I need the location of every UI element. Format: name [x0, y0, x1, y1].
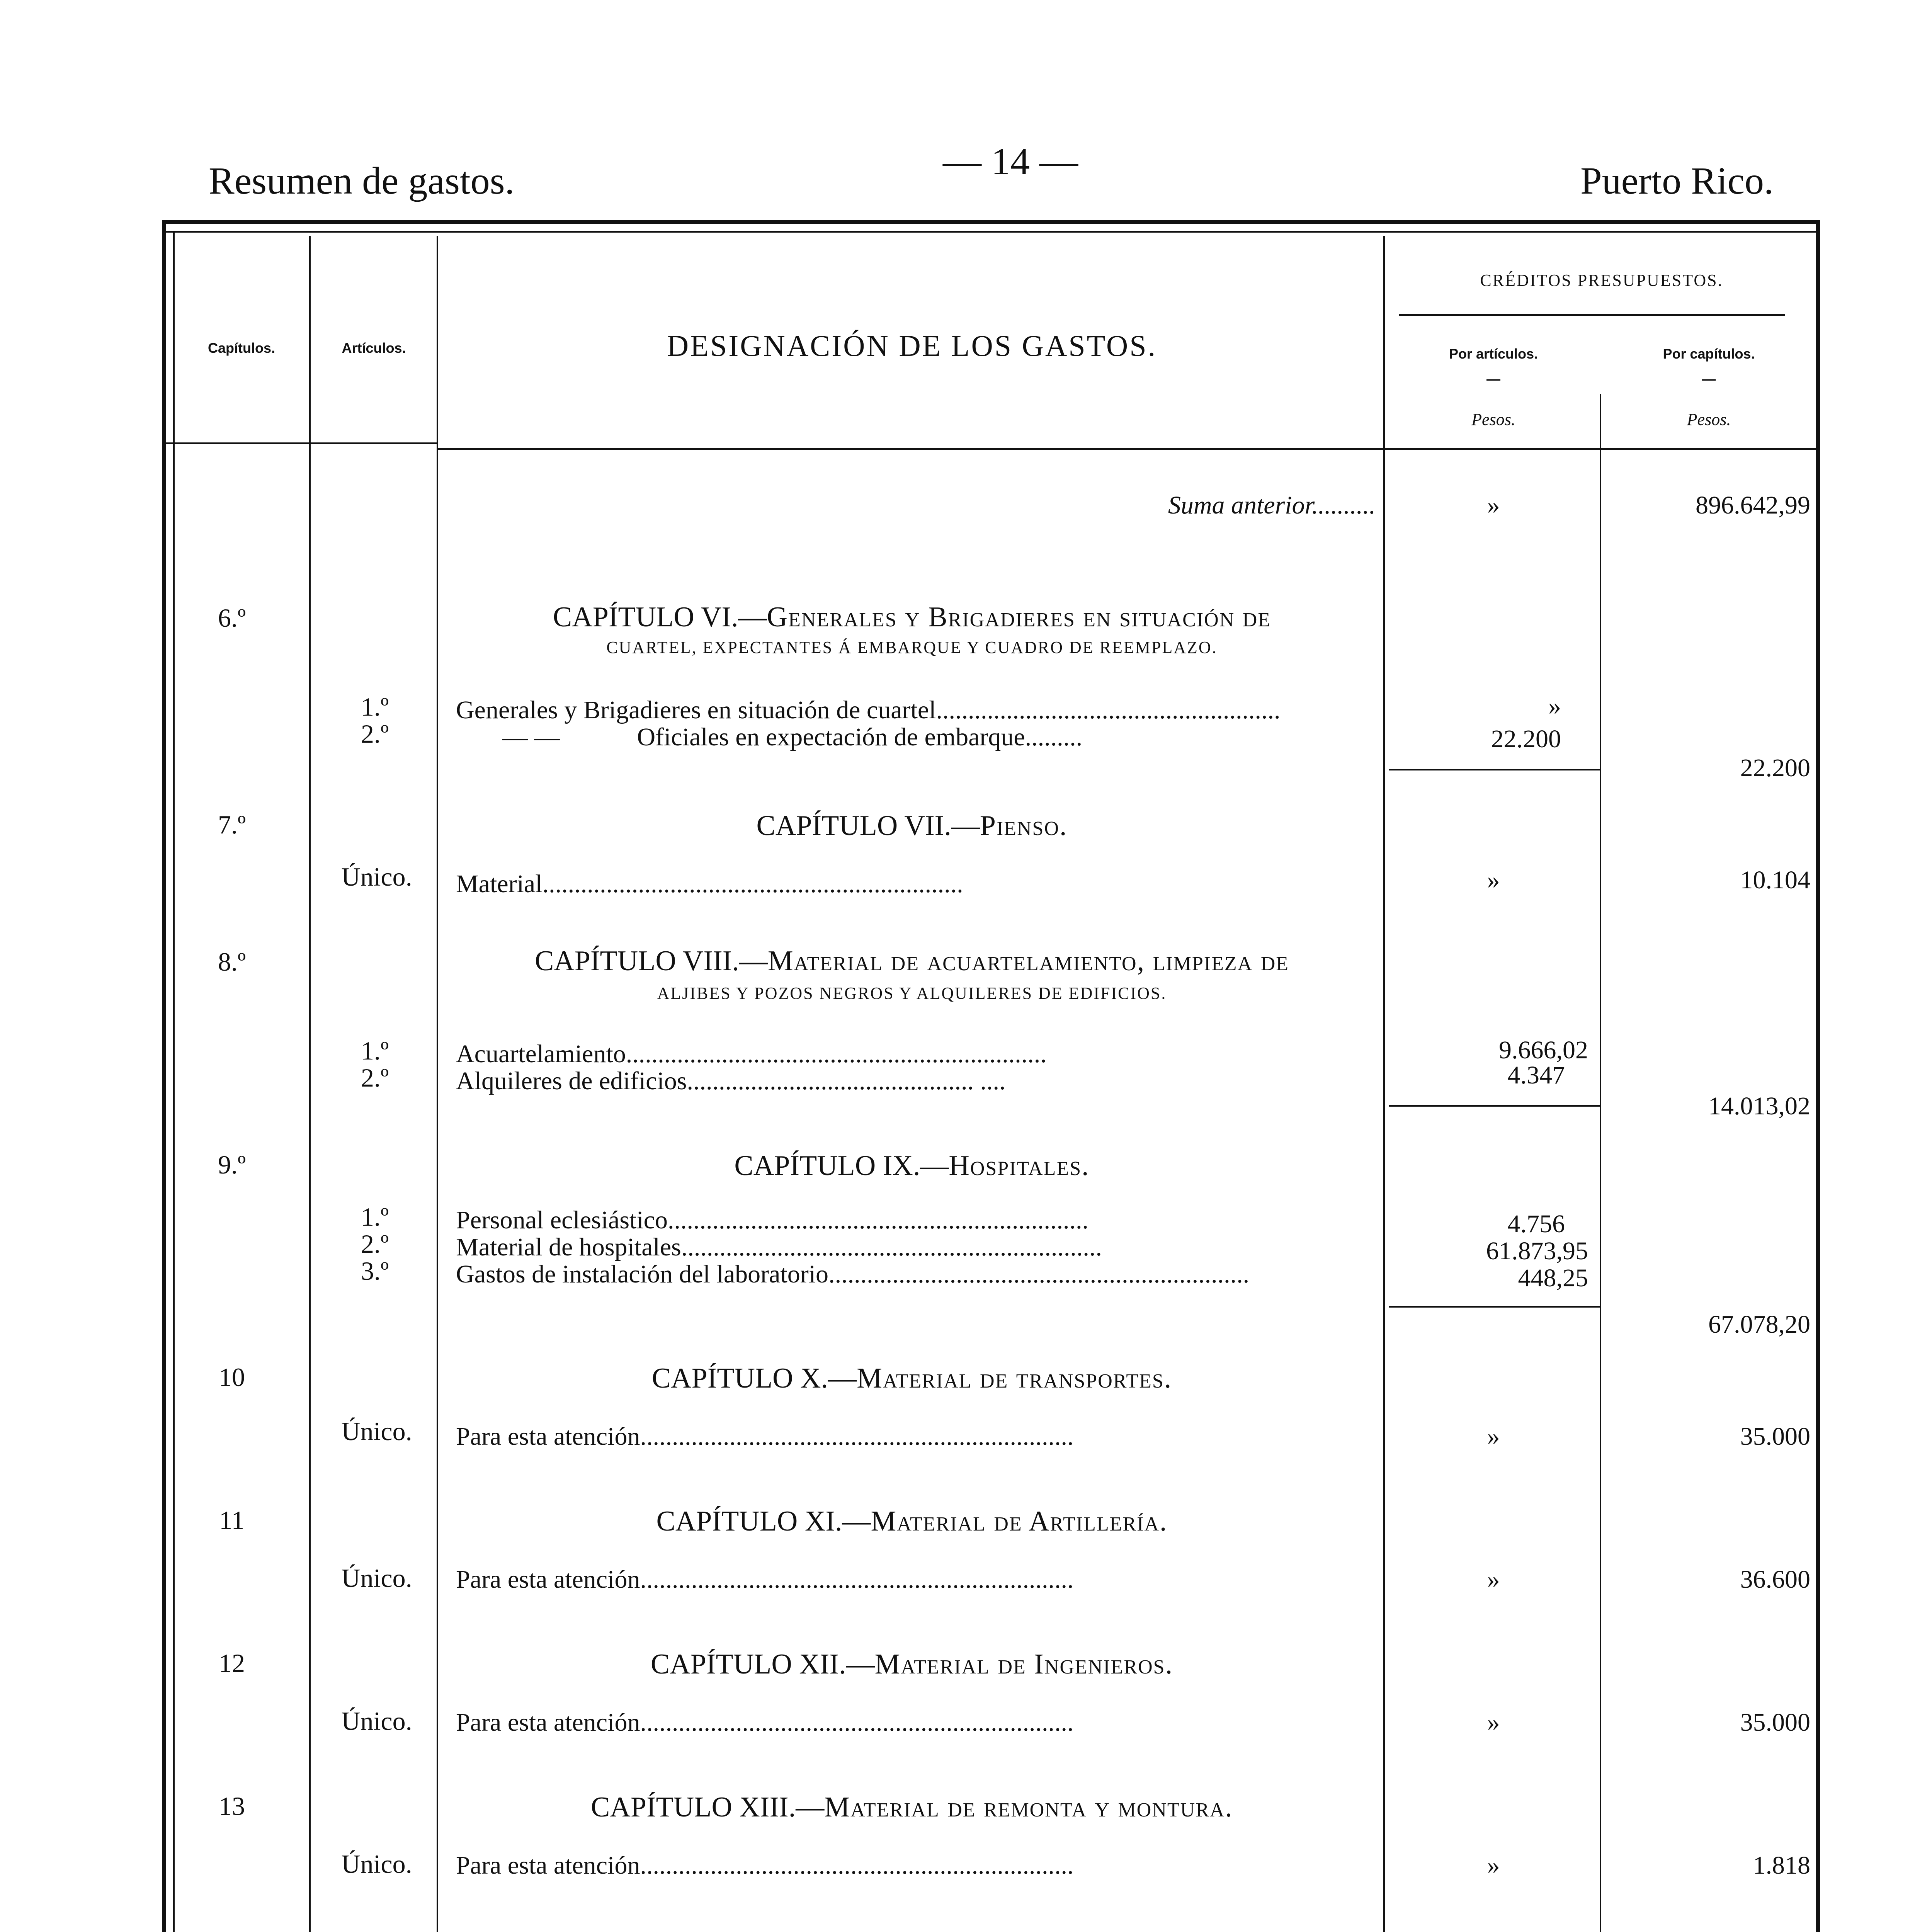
chapter-total: 67.078,20	[1708, 1310, 1810, 1338]
article-amount: »	[1487, 1851, 1500, 1879]
article-number: Único.	[341, 1849, 412, 1879]
col-sep-4	[1600, 394, 1601, 1932]
article-amount: »	[1487, 866, 1500, 894]
chapter-total: 1.818	[1753, 1851, 1810, 1879]
article-amount: 9.666,02	[1499, 1036, 1588, 1064]
chapter-title: CAPÍTULO VIII.—Material de acuartelamiento, limpieza de	[534, 945, 1289, 977]
article-amount: »	[1487, 1422, 1500, 1451]
item-description: Para esta atención....................................................................	[456, 1422, 1074, 1451]
item-description: Gastos de instalación del laboratorio..................................................................	[456, 1260, 1250, 1288]
chapter-subtitle: CUARTEL, EXPECTANTES Á EMBARQUE Y CUADRO DE REEMPLAZO.	[606, 638, 1218, 657]
chapter-total: 35.000	[1740, 1708, 1810, 1736]
article-number: 2.º	[361, 1063, 389, 1092]
article-amount: 61.873,95	[1486, 1237, 1588, 1265]
item-description: Generales y Brigadieres en situación de cuartel......................................................	[456, 696, 1281, 724]
subtotal-rule	[1389, 769, 1600, 770]
chapter-number: 11	[219, 1505, 245, 1535]
suma-anterior-label: Suma anterior..........	[1168, 491, 1376, 519]
article-number: 3.º	[361, 1256, 389, 1286]
dash-articulos: —	[1486, 371, 1500, 387]
col-sep-3	[1383, 236, 1385, 1932]
article-amount: »	[1487, 1708, 1500, 1736]
chapter-title: CAPÍTULO VI.—Generales y Brigadieres en situación de	[553, 601, 1271, 633]
col-sep-2	[437, 236, 438, 1932]
left-border	[162, 220, 166, 1932]
chapter-title: CAPÍTULO XI.—Material de Artillería.	[656, 1505, 1168, 1537]
chapter-number: 8.º	[218, 947, 246, 976]
article-amount: »	[1548, 692, 1561, 720]
column-header-articulos: Artículos.	[342, 340, 406, 356]
header-rule	[437, 448, 1820, 450]
article-number: Único.	[341, 1563, 412, 1593]
article-number: 2.º	[361, 719, 389, 748]
chapter-number: 12	[219, 1648, 245, 1678]
item-description: — — Oficiales en expectación de embarque.........	[502, 723, 1083, 751]
page-number: — 14 —	[943, 140, 1078, 183]
pesos-capitulos: Pesos.	[1687, 410, 1731, 429]
item-description: Alquileres de edificios............................................. ....	[456, 1067, 1006, 1095]
page-header-right: Puerto Rico.	[1580, 159, 1774, 202]
item-description: Material..................................................................	[456, 870, 963, 898]
dash-capitulos: —	[1702, 371, 1716, 387]
col-sep-1	[309, 236, 311, 1932]
chapter-total: 35.000	[1740, 1422, 1810, 1451]
item-description: Material de hospitales..................................................................	[456, 1233, 1102, 1261]
chapter-total: 10.104	[1740, 866, 1810, 894]
chapter-title: CAPÍTULO XII.—Material de Ingenieros.	[650, 1648, 1173, 1680]
subtotal-rule	[1389, 1306, 1600, 1308]
article-number: 2.º	[361, 1229, 389, 1259]
chapter-number: 10	[219, 1362, 245, 1392]
article-amount: 22.200	[1491, 725, 1561, 753]
chapter-title: CAPÍTULO VII.—Pienso.	[756, 810, 1068, 842]
chapter-title: CAPÍTULO XIII.—Material de remonta y montura.	[591, 1791, 1233, 1823]
suma-anterior-cap: 896.642,99	[1696, 491, 1810, 519]
top-rule	[162, 220, 1820, 224]
item-description: Para esta atención....................................................................	[456, 1851, 1074, 1879]
chapter-total: 36.600	[1740, 1565, 1810, 1594]
column-header-designacion: DESIGNACIÓN DE LOS GASTOS.	[667, 329, 1157, 362]
column-header-capitulos: Capítulos.	[207, 340, 275, 356]
right-border	[1816, 220, 1820, 1932]
column-header-por-capitulos: Por capítulos.	[1663, 346, 1755, 362]
chapter-total: 14.013,02	[1708, 1092, 1810, 1120]
chapter-title: CAPÍTULO IX.—Hospitales.	[734, 1150, 1090, 1182]
pesos-articulos: Pesos.	[1471, 410, 1515, 429]
article-amount: 448,25	[1518, 1264, 1588, 1292]
article-number: 1.º	[361, 1202, 389, 1231]
article-number: 1.º	[361, 692, 389, 721]
chapter-title: CAPÍTULO X.—Material de transportes.	[651, 1362, 1172, 1394]
top-rule-thin	[162, 231, 1820, 233]
article-number: Único.	[341, 862, 412, 891]
article-amount: 4.756	[1507, 1210, 1565, 1238]
item-description: Para esta atención....................................................................	[456, 1708, 1074, 1736]
chapter-total: 22.200	[1740, 754, 1810, 782]
article-amount: 4.347	[1507, 1061, 1565, 1089]
article-number: Único.	[341, 1417, 412, 1446]
chapter-subtitle: ALJIBES Y POZOS NEGROS Y ALQUILERES DE EDIFICIOS.	[657, 984, 1167, 1003]
column-header-creditos: CRÉDITOS PRESUPUESTOS.	[1480, 271, 1723, 290]
item-description: Para esta atención....................................................................	[456, 1565, 1074, 1594]
article-amount: »	[1487, 1565, 1500, 1594]
header-rule-left	[162, 442, 437, 444]
suma-anterior-art: »	[1487, 491, 1500, 519]
creditos-rule	[1399, 314, 1785, 316]
chapter-number: 6.º	[218, 603, 246, 633]
chapter-number: 9.º	[218, 1150, 246, 1179]
article-number: 1.º	[361, 1036, 389, 1065]
column-header-por-articulos: Por artículos.	[1449, 346, 1538, 362]
item-description: Personal eclesiástico..................................................................	[456, 1206, 1088, 1234]
article-number: Único.	[341, 1706, 412, 1736]
subtotal-rule	[1389, 1105, 1600, 1107]
item-description: Acuartelamiento..................................................................	[456, 1040, 1047, 1068]
chapter-number: 7.º	[218, 810, 246, 839]
page-header-left: Resumen de gastos.	[209, 159, 515, 202]
chapter-number: 13	[219, 1791, 245, 1821]
